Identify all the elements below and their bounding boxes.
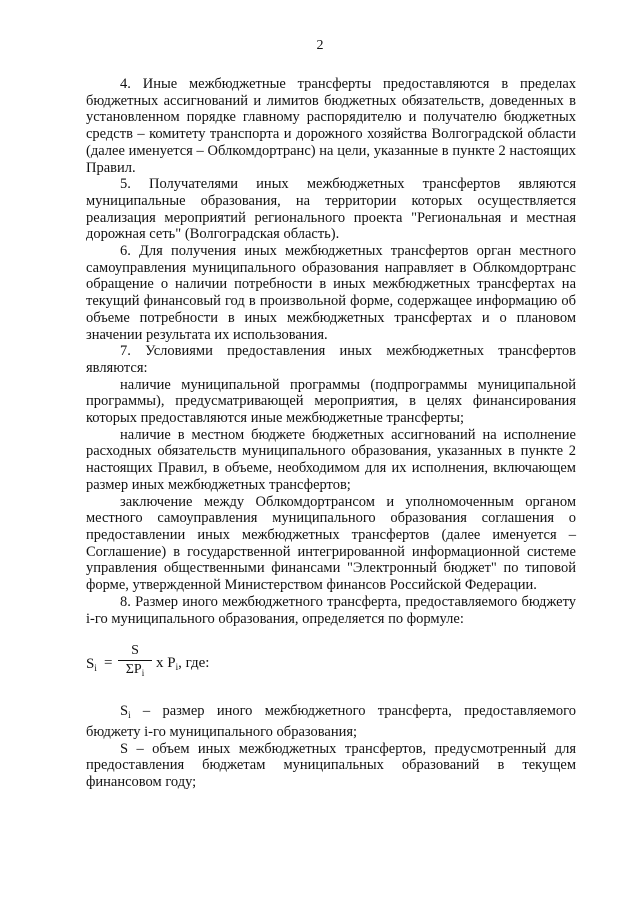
definition-s: S – объем иных межбюджетных трансфертов, предусмотренный для предоставления бюджетам муниципальных образований в текущем финансовом году; (86, 740, 576, 791)
paragraph-8: 8. Размер иного межбюджетного трансферта, предоставляемого бюджету i-го муниципального образования, определяется по формуле: (86, 593, 576, 627)
definition-si: $S_i$ – размер иного межбюджетного трансферта, предоставляемого бюджету i-го муниципального образования; (86, 703, 576, 740)
formula-denominator: $\Sigma P_i$ (125, 662, 145, 679)
paragraph-5: 5. Получателями иных межбюджетных трансфертов являются муниципальные образования, на территории которых осуществляется реализация мероприятий регионального проекта "Региональная и местная дорожная сеть" (Волгоградская область). (86, 176, 576, 243)
formula (86, 633, 576, 693)
condition-agreement: заключение между Облкомдортрансом и уполномоченным органом местного самоуправления муниципального образования соглашения о предоставлении иных межбюджетных трансфертов (далее именуется – Соглашение) в государственной интегрированной информационной системе управления общественными финансами "Электронный бюджет" по типовой форме, утвержденной Министерством финансов Российской Федерации. (86, 493, 576, 594)
page-number: 2 (316, 38, 324, 53)
condition-budget: наличие в местном бюджете бюджетных ассигнований на исполнение расходных обязательств муниципального образования, указанных в пункте 2 настоящих Правил, в объеме, необходимом для их исполнения, включающем размер иных межбюджетных трансфертов; (86, 426, 576, 493)
formula-multiplier: x $P_i$, где: (156, 655, 210, 673)
formula-lhs: $S_i$ (86, 656, 97, 674)
document-body (86, 76, 576, 791)
paragraph-6: 6. Для получения иных межбюджетных трансфертов орган местного самоуправления муниципального образования направляет в Облкомдортранс обращение о наличии потребности в иных межбюджетных трансфертах на текущий финансовый год в произвольной форме, содержащее информацию об объеме потребности в иных межбюджетных трансфертах и о плановом значении результата их использования. (86, 243, 576, 343)
formula-numerator: S (131, 643, 139, 659)
fraction-bar (118, 660, 152, 661)
condition-program: наличие муниципальной программы (подпрограммы муниципальной программы), предусматривающей мероприятия, в целях финансирования которых предоставляются иные межбюджетные трансферты; (86, 376, 576, 427)
formula-equals: = (104, 655, 113, 672)
paragraph-7: 7. Условиями предоставления иных межбюджетных трансфертов являются: (86, 343, 576, 376)
formula-fraction (118, 643, 152, 681)
paragraph-4: 4. Иные межбюджетные трансферты предоставляются в пределах бюджетных ассигнований и лимитов бюджетных обязательств, доведенных в установленном порядке главному распорядителю и получателю бюджетных средств – комитету транспорта и дорожного хозяйства Волгоградской области (далее именуется – Облкомдортранс) на цели, указанные в пункте 2 настоящих Правил. (86, 76, 576, 176)
